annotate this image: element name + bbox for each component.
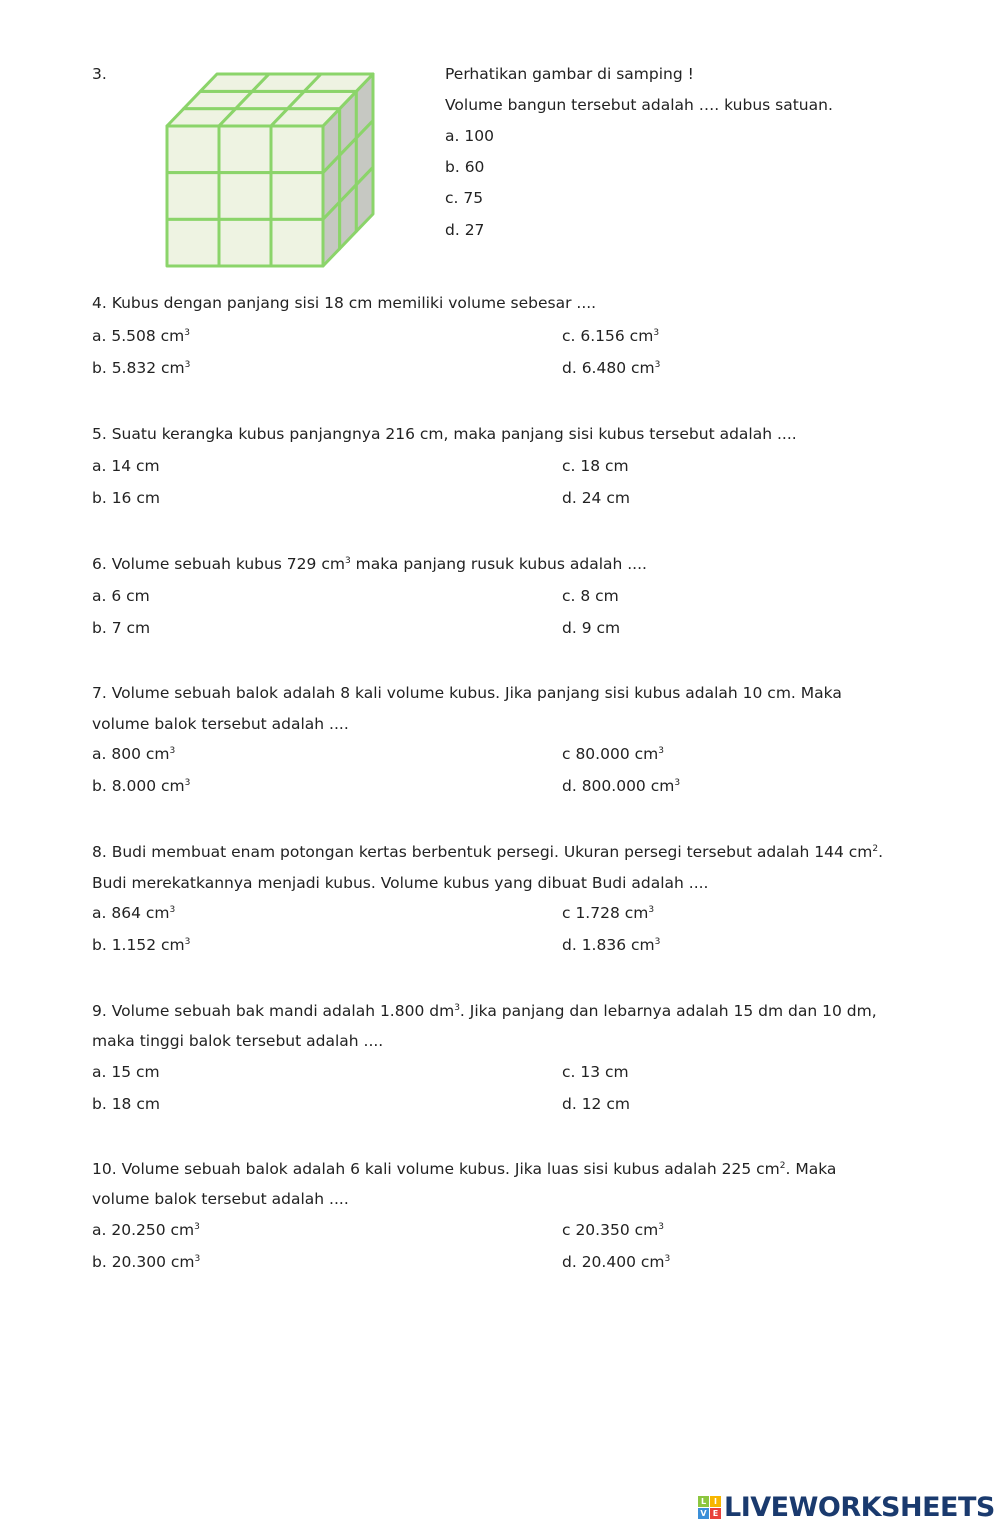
question-8-option-d: d. 1.836 $cm^3$ [562, 936, 661, 954]
question-9-text-line-1: 9. Volume sebuah bak mandi adalah 1.800 $dm^3$. Jika panjang dan lebarnya adalah 15 dm dan 10 dm, [92, 1002, 877, 1020]
question-4-option-b: b. 5.832 $cm^3$ [92, 359, 191, 377]
badge-letter: L [698, 1496, 709, 1507]
question-7-text-line-2: volume balok tersebut adalah .... [92, 715, 349, 733]
question-6-option-a: a. 6 cm [92, 587, 150, 605]
question-6-option-b: b. 7 cm [92, 619, 151, 637]
question-10-option-b: b. 20.300 $cm^3$ [92, 1253, 201, 1271]
question-3-option-b: b. 60 [445, 158, 485, 176]
question-8-text-line-1: 8. Budi membuat enam potongan kertas berbentuk persegi. Ukuran persegi tersebut adalah 144 $cm^2$. [92, 843, 884, 861]
question-8-option-a: a. 864 $cm^3$ [92, 904, 176, 922]
question-7-option-b: b. 8.000 $cm^3$ [92, 777, 191, 795]
question-5-option-a: a. 14 cm [92, 457, 160, 475]
question-5-text: 5. Suatu kerangka kubus panjangnya 216 cm, maka panjang sisi kubus tersebut adalah .... [92, 425, 797, 443]
question-8-option-b: b. 1.152 $cm^3$ [92, 936, 191, 954]
question-3-option-d: d. 27 [445, 221, 485, 239]
question-4-option-a: a. 5.508 $cm^3$ [92, 327, 191, 345]
question-10-option-c: c 20.350 $cm^3$ [562, 1221, 664, 1239]
question-3-option-a: a. 100 [445, 127, 494, 145]
question-5-option-d: d. 24 cm [562, 489, 630, 507]
question-3-number: 3. [92, 65, 107, 83]
question-10-option-d: d. 20.400 $cm^3$ [562, 1253, 671, 1271]
liveworksheets-logo [698, 1492, 995, 1523]
question-8-option-c: c 1.728 $cm^3$ [562, 904, 655, 922]
question-4-text: 4. Kubus dengan panjang sisi 18 cm memiliki volume sebesar .... [92, 294, 597, 312]
cube-front-cell [219, 173, 271, 220]
question-6-option-d: d. 9 cm [562, 619, 621, 637]
question-7-text-line-1: 7. Volume sebuah balok adalah 8 kali volume kubus. Jika panjang sisi kubus adalah 10 cm. Maka [92, 684, 842, 702]
cube-front-cell [271, 126, 323, 173]
question-4-option-c: c. 6.156 $cm^3$ [562, 327, 660, 345]
question-5-option-c: c. 18 cm [562, 457, 629, 475]
question-4-option-d: d. 6.480 $cm^3$ [562, 359, 661, 377]
question-5-option-b: b. 16 cm [92, 489, 160, 507]
question-9-option-d: d. 12 cm [562, 1095, 630, 1113]
question-9-option-a: a. 15 cm [92, 1063, 160, 1081]
question-7-option-a: a. 800 $cm^3$ [92, 745, 176, 763]
badge-letter: I [710, 1496, 721, 1507]
question-6-text: 6. Volume sebuah kubus 729 $cm^3$ maka panjang rusuk kubus adalah .... [92, 555, 647, 573]
cube-front-cell [167, 173, 219, 220]
unit-cube-figure [160, 66, 380, 272]
question-10-text-line-1: 10. Volume sebuah balok adalah 6 kali volume kubus. Jika luas sisi kubus adalah 225 $cm^2$. Maka [92, 1160, 837, 1178]
question-6-option-c: c. 8 cm [562, 587, 619, 605]
question-3-text: Volume bangun tersebut adalah …. kubus satuan. [445, 96, 833, 114]
question-9-option-c: c. 13 cm [562, 1063, 629, 1081]
question-9-option-b: b. 18 cm [92, 1095, 160, 1113]
question-9-text-line-2: maka tinggi balok tersebut adalah .... [92, 1032, 384, 1050]
cube-front-cell [167, 126, 219, 173]
question-7-option-d: d. 800.000 $cm^3$ [562, 777, 681, 795]
question-8-text-line-2: Budi merekatkannya menjadi kubus. Volume kubus yang dibuat Budi adalah .... [92, 874, 709, 892]
cube-front-cell [219, 126, 271, 173]
cube-front-cell [271, 219, 323, 266]
live-badge-icon [698, 1496, 721, 1519]
question-3-option-c: c. 75 [445, 189, 484, 207]
badge-letter: E [710, 1508, 721, 1519]
question-10-text-line-2: volume balok tersebut adalah .... [92, 1190, 349, 1208]
question-10-option-a: a. 20.250 $cm^3$ [92, 1221, 200, 1239]
cube-front-cell [219, 219, 271, 266]
badge-letter: V [698, 1508, 709, 1519]
cube-front-cell [271, 173, 323, 220]
cube-front-cell [167, 219, 219, 266]
logo-text: LIVEWORKSHEETS [724, 1492, 995, 1523]
question-7-option-c: c 80.000 $cm^3$ [562, 745, 664, 763]
question-3-instruction: Perhatikan gambar di samping ! [445, 65, 694, 83]
